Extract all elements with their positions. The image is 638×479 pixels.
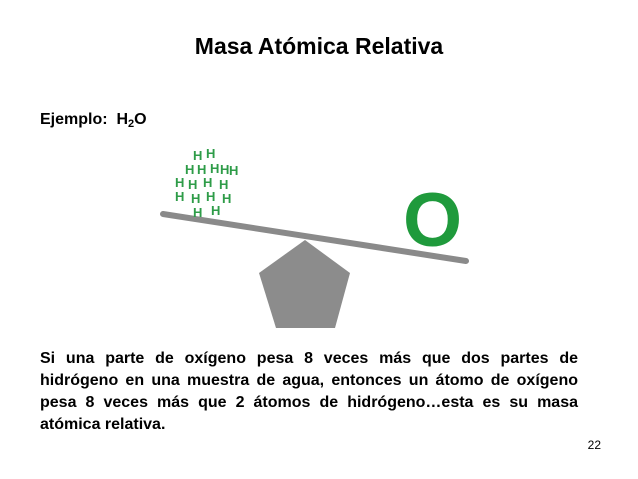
- formula-o: O: [134, 111, 147, 128]
- hydrogen-atom: H: [175, 175, 185, 190]
- hydrogen-atom: H: [206, 189, 216, 204]
- hydrogen-atom: H: [206, 146, 216, 161]
- hydrogen-atoms-cluster: [175, 146, 238, 220]
- formula-h: H: [116, 111, 129, 128]
- hydrogen-atom: H: [211, 203, 221, 218]
- fulcrum-pentagon: [259, 240, 350, 328]
- hydrogen-atom: H: [219, 177, 229, 192]
- oxygen-atom: O: [403, 178, 463, 263]
- hydrogen-atom: H: [203, 175, 213, 190]
- example-label: Ejemplo:: [40, 111, 108, 128]
- hydrogen-atom: H: [193, 148, 203, 163]
- hydrogen-atom: H: [197, 162, 207, 177]
- hydrogen-atom: H: [191, 191, 201, 206]
- hydrogen-atom: H: [193, 205, 203, 220]
- explanation-paragraph: Si una parte de oxígeno pesa 8 veces más que dos partes de hidrógeno en una muestra de agua, entonces un átomo de oxígeno pesa 8 veces más que 2 átomos de hidrógeno…esta es su masa atómica relativa.: [40, 350, 578, 433]
- hydrogen-atom: H: [188, 177, 198, 192]
- hydrogen-atom: H: [229, 163, 239, 178]
- page-number: 22: [587, 438, 601, 452]
- hydrogen-atom: H: [220, 162, 230, 177]
- hydrogen-atom: H: [175, 189, 185, 204]
- slide-title: Masa Atómica Relativa: [194, 33, 444, 59]
- hydrogen-atom: H: [185, 162, 195, 177]
- hydrogen-atom: H: [210, 161, 220, 176]
- hydrogen-atom: H: [222, 191, 232, 206]
- formula-subscript: 2: [128, 118, 135, 130]
